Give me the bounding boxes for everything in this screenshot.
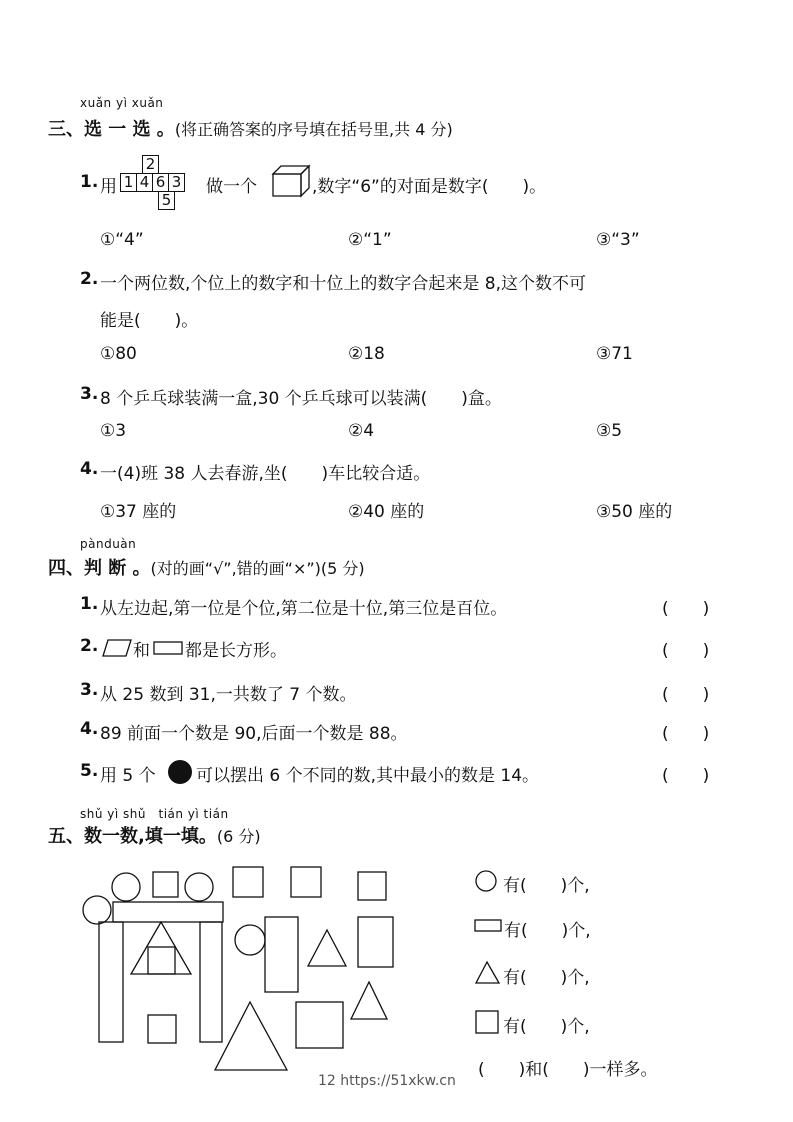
q1-post: ,数字“6”的对面是数字( )。 [312, 177, 547, 197]
q3-option-1: ①3 [100, 421, 127, 441]
cube-net-cell: 6 [152, 173, 169, 192]
square-shape [291, 867, 321, 897]
cube-net-top-cell: 2 [142, 155, 159, 174]
rectangle-shape [200, 922, 222, 1042]
judge-2-number: 2. [80, 636, 99, 656]
q4-option-2: ②40 座的 [348, 502, 425, 522]
cube-net [120, 155, 200, 211]
fill-rectangle-count: 有( )个, [504, 921, 591, 941]
square-icon [474, 1009, 502, 1035]
q2-option-1: ①80 [100, 344, 137, 364]
judge-2-mid: 和 [133, 641, 150, 661]
rectangle-shape [99, 922, 123, 1042]
judge-4-text: 89 前面一个数是 90,后面一个数是 88。 [100, 724, 408, 744]
parallelogram-icon [101, 638, 133, 658]
q2-line2: 能是( )。 [100, 311, 199, 331]
q1-option-2: ②“1” [348, 230, 392, 250]
sec5-heading-note: (6 分) [216, 827, 261, 846]
q2-option-2: ②18 [348, 344, 385, 364]
q2-line1: 一个两位数,个位上的数字和十位上的数字合起来是 8,这个数不可 [100, 274, 587, 294]
q3-option-2: ②4 [348, 421, 375, 441]
q1-mid: 做一个 [206, 177, 257, 197]
circle-shape [83, 896, 111, 924]
square-shape [233, 867, 263, 897]
square-shape [153, 872, 178, 897]
cube-net-cell: 1 [120, 173, 137, 192]
triangle-shape [215, 1002, 287, 1070]
rectangle-shape [113, 902, 223, 922]
judge-1-number: 1. [80, 594, 99, 614]
cube-net-cell: 3 [168, 173, 185, 192]
square-shape [296, 1002, 343, 1048]
fill-circle-count: 有( )个, [503, 876, 590, 896]
sec5-pinyin: shǔ yì shǔ tián yì tián [80, 807, 229, 821]
filled-circle-icon [166, 759, 194, 785]
judge-3-answer[interactable]: ( ) [662, 685, 710, 705]
sec3-pinyin: xuǎn yì xuǎn [80, 96, 164, 110]
square-shape [358, 872, 386, 900]
cube-icon [271, 164, 311, 198]
triangle-shape [308, 930, 346, 966]
q4-option-3: ③50 座的 [596, 502, 673, 522]
triangle-shape [351, 982, 387, 1019]
q1-number: 1. [80, 172, 99, 192]
q4-number: 4. [80, 459, 99, 479]
judge-5-number: 5. [80, 761, 99, 781]
q2-number: 2. [80, 269, 99, 289]
shapes-figure [75, 862, 395, 1082]
fill-square-count: 有( )个, [503, 1017, 590, 1037]
square-shape [148, 1015, 176, 1043]
q1-option-3: ③“3” [596, 230, 640, 250]
circle-shape [112, 873, 140, 901]
sec3-heading-text: 三、选 一 选 。 [48, 119, 175, 140]
square-shape [148, 947, 175, 974]
judge-3-text: 从 25 数到 31,一共数了 7 个数。 [100, 685, 357, 705]
q3-text: 8 个乒乓球装满一盒,30 个乒乓球可以装满( )盒。 [100, 389, 502, 409]
triangle-icon [474, 960, 502, 986]
sec3-heading [48, 115, 453, 141]
judge-1-answer[interactable]: ( ) [662, 599, 710, 619]
cube-net-bottom-cell: 5 [158, 191, 175, 210]
circle-icon [474, 869, 500, 893]
judge-4-answer[interactable]: ( ) [662, 724, 710, 744]
q4-text: 一(4)班 38 人去春游,坐( )车比较合适。 [100, 464, 431, 484]
cube-net-cell: 4 [136, 173, 153, 192]
rectangle-icon [474, 918, 504, 934]
page-footer: 12 https://51xkw.cn [318, 1073, 456, 1089]
q1-pre: 用 [100, 177, 117, 197]
judge-4-number: 4. [80, 719, 99, 739]
rectangle-icon [153, 640, 185, 656]
sec3-heading-note: (将正确答案的序号填在括号里,共 4 分) [174, 120, 453, 139]
judge-5-pre: 用 5 个 [100, 766, 156, 786]
judge-3-number: 3. [80, 680, 99, 700]
judge-5-text: 可以摆出 6 个不同的数,其中最小的数是 14。 [196, 766, 540, 786]
fill-same-amount: ( )和( )一样多。 [478, 1060, 658, 1080]
sec4-heading-note: (对的画“√”,错的画“×”)(5 分) [150, 559, 365, 578]
sec5-heading [48, 822, 261, 848]
fill-triangle-count: 有( )个, [503, 968, 590, 988]
q3-number: 3. [80, 384, 99, 404]
circle-shape [185, 873, 213, 901]
judge-5-answer[interactable]: ( ) [662, 766, 710, 786]
rectangle-shape [265, 917, 298, 992]
circle-shape [235, 925, 265, 955]
q1-option-1: ①“4” [100, 230, 144, 250]
q2-option-3: ③71 [596, 344, 633, 364]
sec4-heading-text: 四、判 断 。 [48, 558, 151, 579]
triangle-shape [131, 922, 191, 974]
sec4-heading [48, 554, 365, 580]
q3-option-3: ③5 [596, 421, 623, 441]
judge-1-text: 从左边起,第一位是个位,第二位是十位,第三位是百位。 [100, 599, 508, 619]
judge-2-text: 都是长方形。 [185, 641, 287, 661]
q4-option-1: ①37 座的 [100, 502, 177, 522]
sec5-heading-text: 五、数一数,填一填。 [48, 826, 217, 847]
judge-2-answer[interactable]: ( ) [662, 641, 710, 661]
square-shape [358, 917, 393, 967]
sec4-pinyin: pànduàn [80, 537, 137, 551]
